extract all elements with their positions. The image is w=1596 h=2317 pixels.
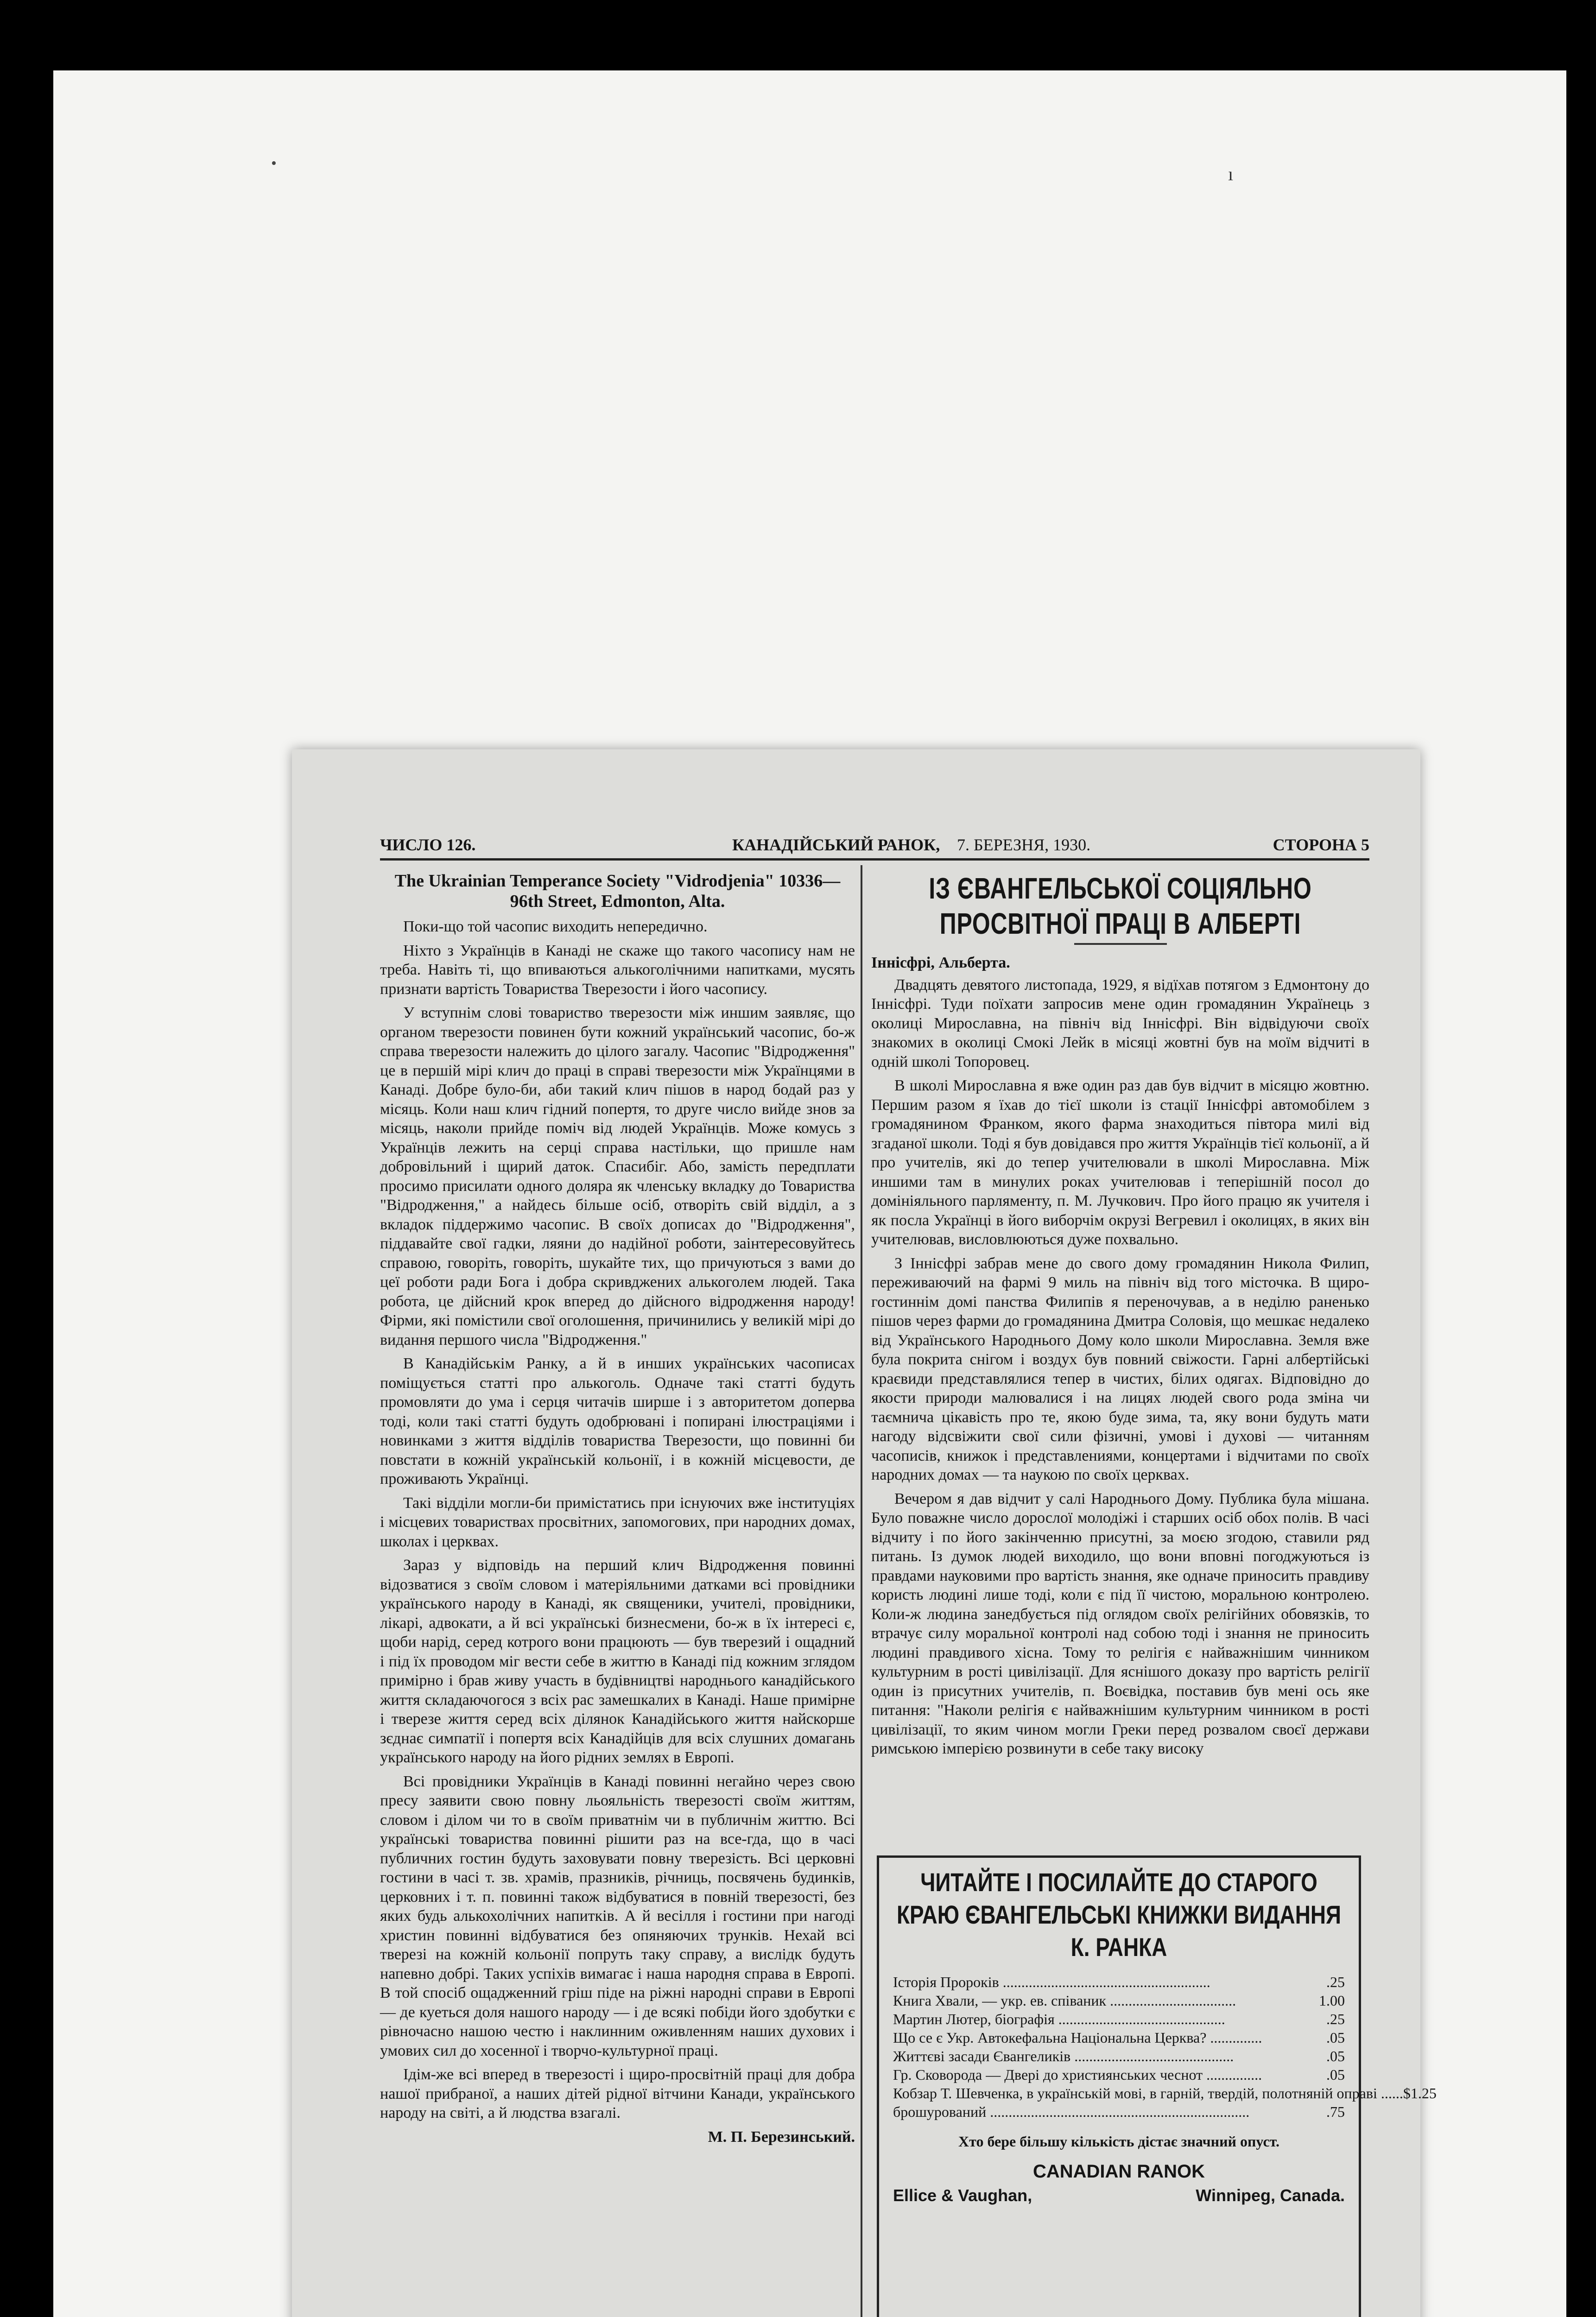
book-title: брошурований ...................................................................... [893,2103,1250,2120]
article-paragraph: Ідім-же всі вперед в тверезості і щиро-просвітній праці для добра нашої прибраної, а наших дітей рідної вітчини Канади, українського народу на світі, а й людства взагалі. [380,2066,855,2121]
book-advertisement [877,1855,1437,2317]
book-title: Що се є Укр. Автокефальна Національна Церква? .............. [893,2029,1262,2046]
article-dateline: Іннісфрі, Альберта. [871,954,1010,971]
ad-headline: ЧИТАЙТЕ І ПОСИЛАЙТЕ ДО СТАРОГО КРАЮ ЄВАНГЕЛЬСЬКІ КНИЖКИ ВИДАННЯ К. РАНКА [896,1868,1342,1962]
book-price: .25 [1326,2011,1345,2027]
issue-number: ЧИСЛО 126. [380,836,476,854]
book-price: .25 [1326,1974,1345,1990]
list-item [893,1991,1345,2010]
article-paragraph: В школі Мирославна я вже один раз дав був відчит в місяцю жовтню. Першим разом я їхав до тієї школи із стації Іннісфрі автомобілем з громадянином Франком, якого фарма знаходиться півтора милі від згаданої школи. Тоді я був довідався про життя Українців тієї кольонії, а й про учителів, які до тепер учителювали в школі Мирославна. Між иншими там в минулих роках учителював і теперішній посол до домініяльного парляменту, п. М. Лучкович. Про його працю як учителя і як посла Українці в його виборчім окрузі Вегревил і околицях, в яких він учителював, висловлюються дуже похвально. [871,1077,1369,1248]
article-paragraph: Двадцять девятого листопада, 1929, я відїхав потягом з Едмонтону до Іннісфрі. Туди поїхати запросив мене один громадянин Українець з околиці Мирославна, на північ від Іннісфрі. Він відвідуючи своїх знакомих в околиці Смокі Лейк в місяці жовтні був на моїм відчиті в одній школі Топоровец. [871,976,1369,1070]
article-paragraph: Всі провідники Українців в Канаді повинні негайно через свою пресу заявити свою повну льояльність тверезості своїм життям, словом і ділом чи то в своїм приватнім чи в публичнім життю. Всі українські товариства повинні рішити раз на все-гда, що в часі публичних гостин будуть заховувати повну тверезість. Всі церковні гостини в часі т. зв. храмів, празників, річниць, посвячень будинків, церковних і т. п. повинні також відбуватися в повній тверезості, без яких будь алькохолічних напитків. А й весілля і гостини при нагоді христин повинні відбуватися без опяняючих трунків. Нехай всі тверезі на кожній кольонії попруть таку справу, а вислідк будуть напевно добрі. Таких успіхів вимагає і наша народня справа в Европі. В той спосіб ощадженний гріш піде на ріжні народні справи в Европі — де куеться доля нашого народу — і де всякі побіди його здобутки є рівночасно нашою честю і наклинним оживленням наших духових і умових сил до хосенної і творчо-культурної праці. [380,1773,855,2059]
book-title: Кобзар Т. Шевченка, в українській мові, в гарній, твердій, полотняній оправі ...... [893,2085,1403,2102]
article-paragraph: Зараз у відповідь на перший клич Відродження повинні відозватися з своїм словом і матеріяльними датками всі провідники українського народу в Канаді, як священики, учителі, провідники, лікарі, адвокати, а й всі українські бизнесмени, бо-ж в їх інтересі є, щоби нарід, серед котрого вони працюють — був тверезий і ощадний і під їх проводом міг вести себе в життю в Канаді під кожним зглядом примірно і брав живу участь в будівництві народнього канадійського життя складаючогося з всіх рас замешкалих в Канаді. Наше приміpне і тверезе життя серед всіх ділянок Канадійського життя найскорше зєднає симпатії і попертя всіх Канадійців для всіх слушних домагань українського народу на його рідних землях в Европі. [380,1557,855,1766]
article-paragraph: Поки-що той часопис виходить непередично. [403,918,708,935]
book-price: .05 [1326,2029,1345,2046]
city-address: Winnipeg, Canada. [1196,2186,1345,2205]
book-list [893,1973,1437,2121]
book-title: Історія Пророків ........................................................ [893,1974,1210,1990]
film-mark: ı [1228,164,1234,184]
headline-rule [1074,943,1167,945]
article-paragraph: В Канадійськім Ранку, а й в инших українських часописах поміщується статті про алькоголь. Одначе такі статті будуть промовляти до ума і серця читачів ширше і з авторитетом доперва тоді, коли такі статті будуть одобрювані і попирані ілюстраціями і новинками з життя відділів товариства Тверезости, що повинні би повстати в кожній українській кольонії, і в кожній місцевости, де проживають Українці. [380,1355,855,1488]
article-title: The Ukrainian Temperance Society "Vidrodjenia" 10336—96th Street, Edmonton, Alta. [394,871,841,911]
book-price: .05 [1326,2066,1345,2083]
newspaper-name: КАНАДІЙСЬКИЙ РАНОК, [732,836,940,854]
list-item [893,2028,1345,2047]
temperance-article [380,871,855,2317]
list-item [893,2084,1437,2102]
evangelical-article [871,871,1369,1844]
book-title: Життєві засади Євангеликів ........................................... [893,2048,1234,2064]
page-header [380,835,1369,861]
article-paragraph: Такі відділи могли-би примістатись при існуючих вже інституціях і місцевих товариствах просвітних, запомогових, при народних домах, школах і церквах. [380,1494,855,1550]
book-price: .75 [1326,2103,1345,2120]
book-title: Книга Хвали, — укр. ев. співаник .................................. [893,1992,1236,2009]
article-paragraph: Вечером я дав відчит у салі Народнього Дому. Публика була мішана. Було поважне число дорослої молодіжі і старших осіб обох полів. В часі відчиту і по його закінченню присутні, за моєю згодою, ставили ряд питань. Із думок людей виходило, що вони вповні погоджуються із правдами науковими про вартість знання, яке одначе приносить правдиву користь людині лише тоді, коли є під її чистою, моральною контролею. Коли-ж людина занедбується під оглядом своїх релігійних обовязків, то втрачує силу моральної контролі над собою тоді і знання не приносить людині правдивого хісна. Тому то релігія є найважнішим чинником культурним в рості цивілізації. Для яснішого доказу про вартість релігії один із присутних учителів, п. Воєвідка, поставив був мені ось яке питання: "Наколи релігія є найважнішим культурним чинником в рості цивілізації, то яким чином могли Греки перед розвалом своєї держави римською імперією розвинути в себе таку високу [871,1490,1369,1757]
book-price: .05 [1326,2048,1345,2064]
book-title: Мартин Лютер, біографія ............................................. [893,2011,1225,2027]
article-paragraph: Ніхто з Українців в Канаді не скаже що такого часопису нам не треба. Навіть ті, що впиваються алькоголічними напитками, мусять признати вартість Товариства Тверезости і його часопису. [380,942,855,998]
list-item [893,1973,1345,1991]
list-item [893,2010,1345,2028]
article-paragraph: З Іннісфрі забрав мене до свого дому громадянин Никола Филип, переживаючий на фармі 9 миль на північ від того місточка. В щиро-гостиннім домі панства Филипів я переночував, а в неділю раненько пішов через фарми до громадянина Дмитра Соловія, що мешкає недалеко від Українського Народнього Дому коло школи Мирославна. Земля вже була покрита снігом і воздух був повний свіжости. Гарні албертійські краєвиди представлялися тепер в чистих, білих одягах. Відповідно до якости природи малювалися і на лицях людей свого рода зміна чи таємнича цікавість про те, якою буде зима, та, яку вони будуть мати нагоду відсвіжити свої сили фізичні, умові і духові — читанням часописів, книжок і представлениями, концертами і відчитами по своїх народних домах — та наукою по своїх церквах. [871,1254,1369,1483]
publisher-address [893,2186,1345,2205]
page-number: СТОРОНА 5 [1273,836,1369,854]
film-speck: • [271,155,277,172]
issue-date: 7. БЕРЕЗНЯ, 1930. [957,836,1091,854]
newspaper-page [292,749,1437,2317]
book-price: $1.25 [1403,2085,1437,2102]
column-divider [861,865,862,2317]
publisher-name: CANADIAN RANOK [1032,2161,1205,2182]
list-item [893,2065,1345,2084]
list-item [893,2047,1345,2065]
article-paragraph: У вступнім слові товариство тверезости між иншим заявляє, що органом тверезости повинен бути кожний український часопис, бо-ж справа тверезости належить до цілого загалу. Часопис "Відродження" це в першій мірі клич до праці в справі тверезости між Українцями в Канаді. Добре було-би, аби такий клич пішов в народ бодай раз у місяць. Коли наш клич гідний попертя, то друге число вийде знов за місяць, наколи прийде поміч від людей Українців. Може комусь з Українців лежить на серці справа настільки, що пришле нам добровільний і щирий даток. Спасибіг. Або, замість передплати просимо присилати одного доляра як членську вкладку до Товариства "Відродження," а найдесь більше осіб, отворіть свій відділ, а з вкладок піддержимо часопис. В своїх дописах до "Відродження", піддавайте свої гадки, ляяни до надійної роботи, заінтересовуйтесь справою, говоріть, говоріть, шукайте тих, що причуються з вами до цеї роботи ради Бога і добра скривджених алькоголем людей. Така робота, це дійсний крок вперед до дійсного відродження народу! Фірми, які помістили свої оголошення, причинились у великій мірі до видання першого числа "Відродження." [380,1004,855,1348]
book-title: Гр. Сковорода — Двері до християнських чеснот ............... [893,2066,1262,2083]
author-signature: М. П. Березинський. [708,2128,855,2146]
book-price: 1.00 [1319,1992,1345,2009]
article-headline: ІЗ ЄВАНГЕЛЬСЬКОЇ СОЦІЯЛЬНО ПРОСВІТНОЇ ПРАЦІ В АЛБЕРТІ [929,872,1312,940]
street-address: Ellice & Vaughan, [893,2186,1032,2205]
discount-note: Хто бере більшу кількість дістає значний опуст. [958,2133,1279,2150]
microfilm-sheet [53,70,1566,2317]
list-item [893,2102,1345,2121]
